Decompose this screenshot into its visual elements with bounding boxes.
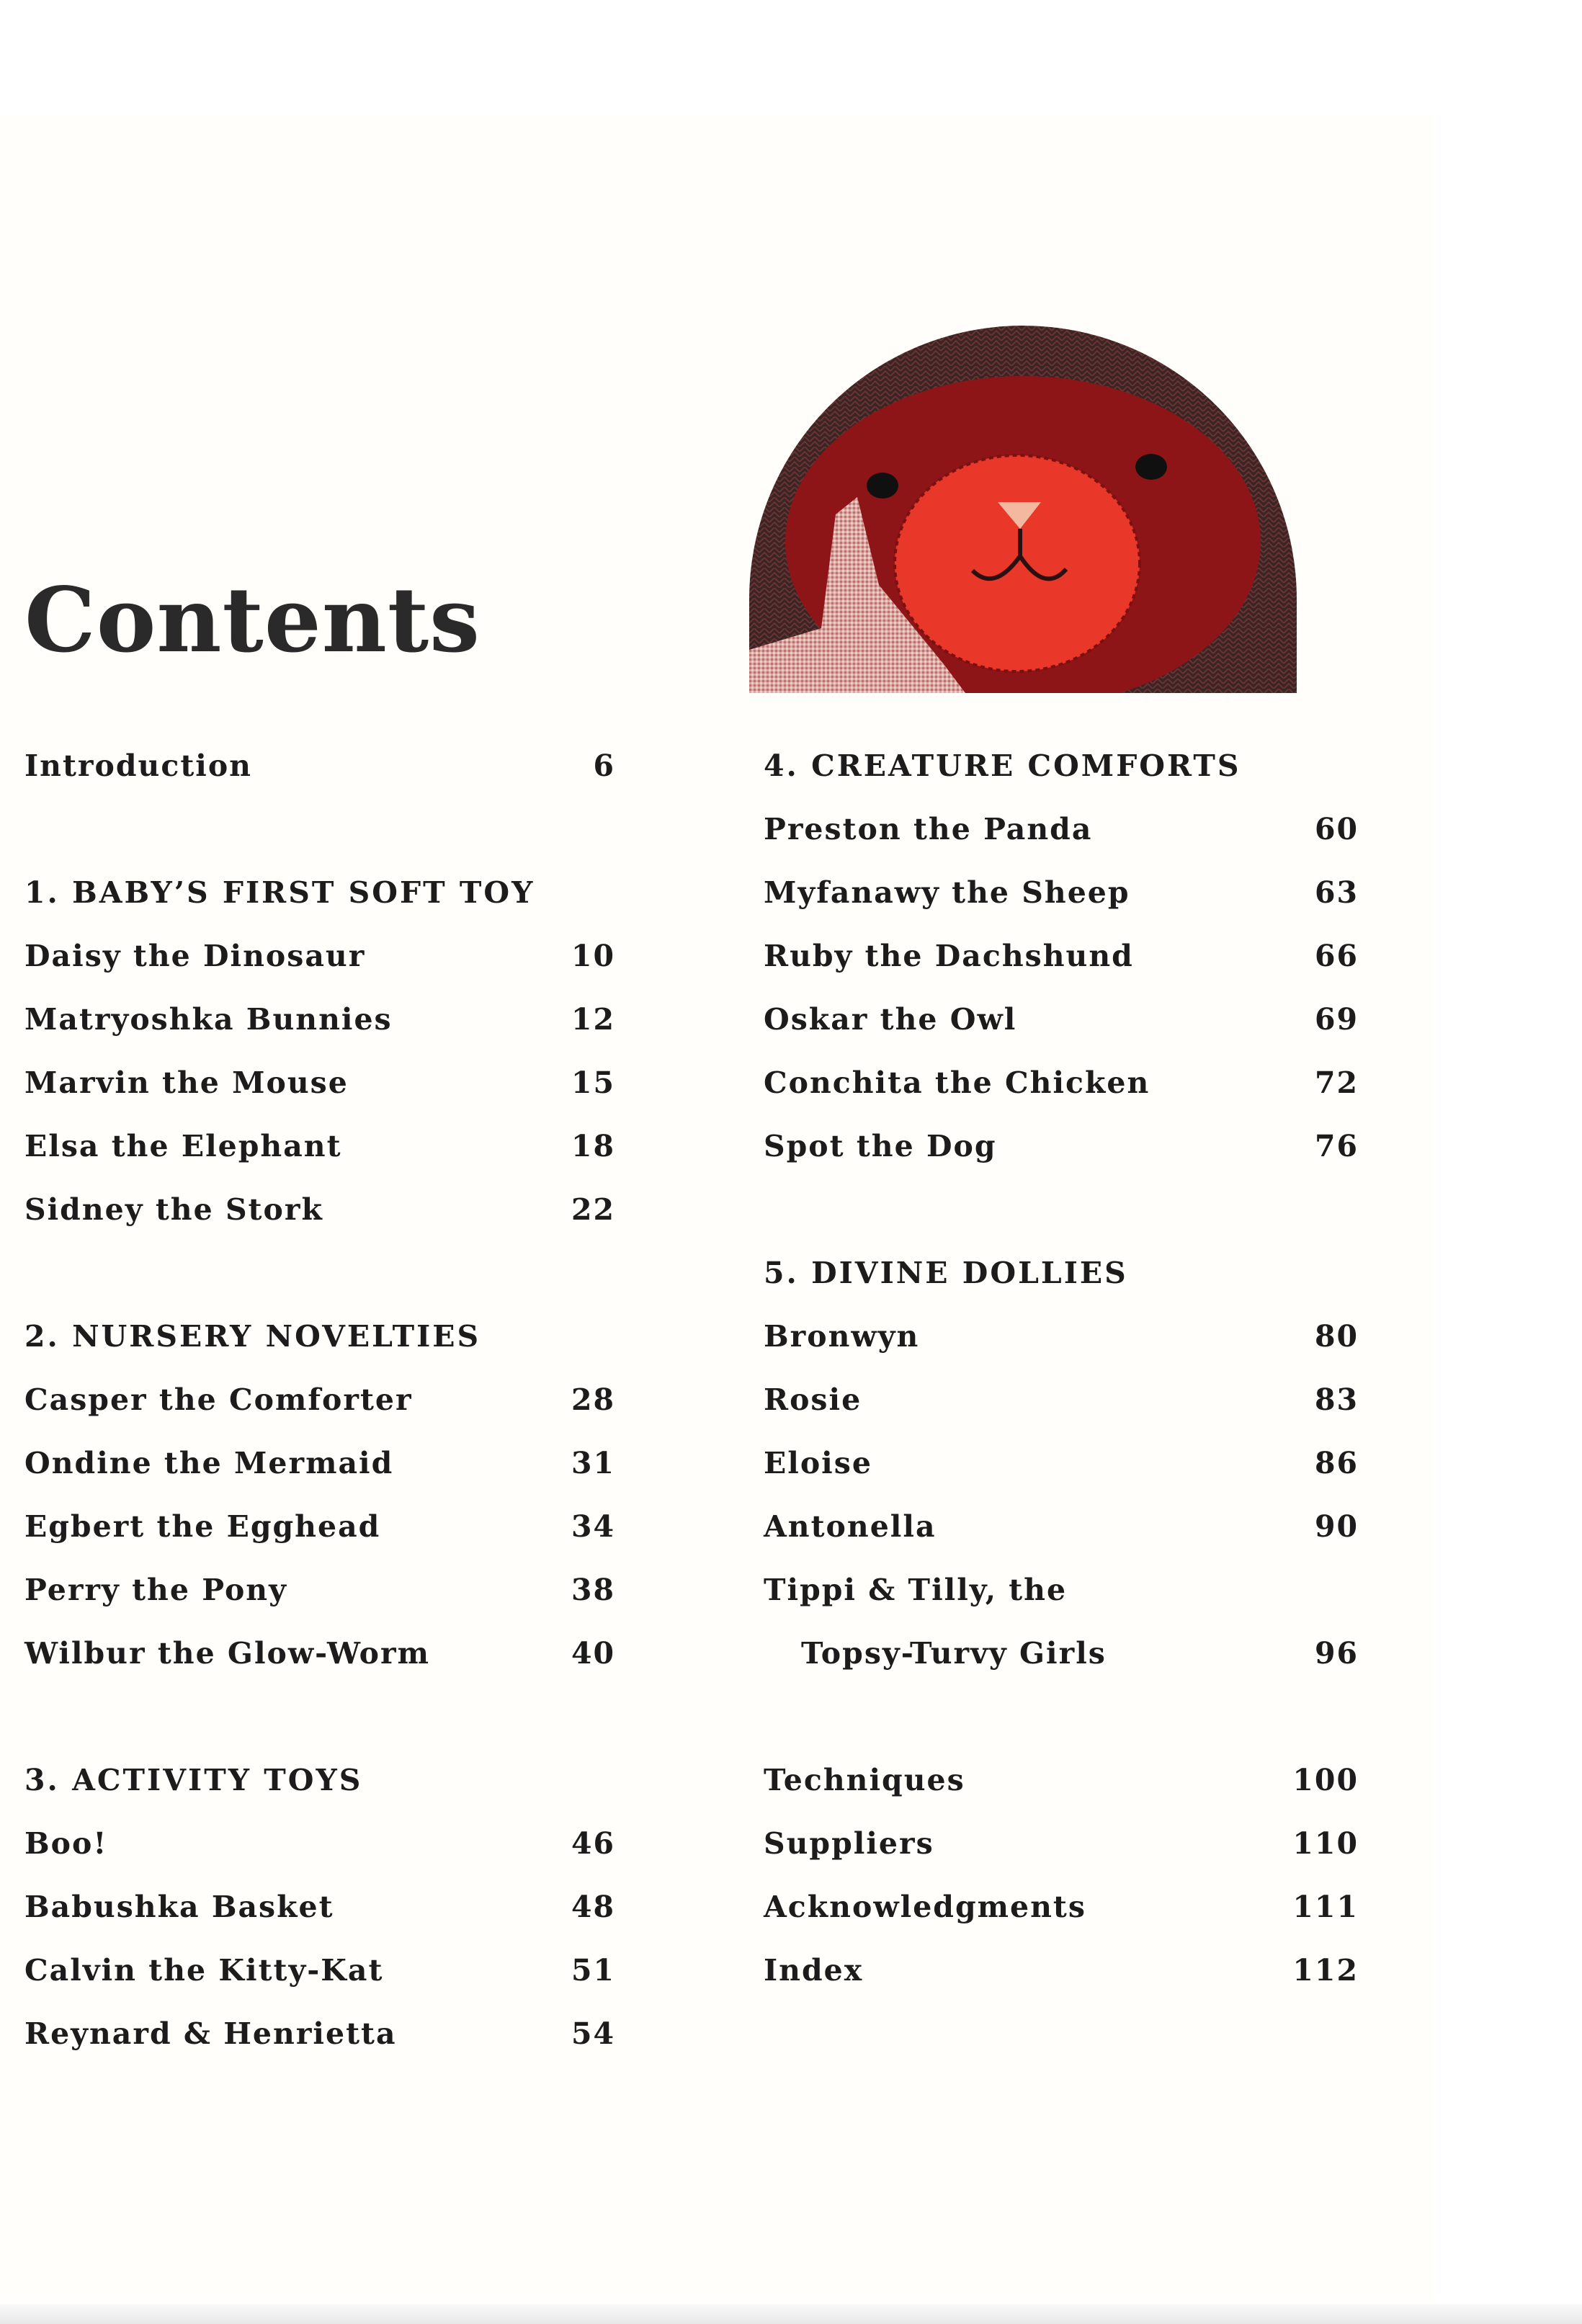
entry-page-number: 63 — [1314, 875, 1359, 910]
entry-page-number: 86 — [1314, 1446, 1359, 1480]
book-page — [0, 115, 1434, 2305]
entry-page-number: 83 — [1314, 1382, 1359, 1417]
spacer — [24, 814, 615, 877]
entry-title: Matryoshka Bunnies — [24, 1002, 393, 1037]
entry-title: Eloise — [764, 1446, 872, 1480]
contents-entry — [24, 941, 615, 1004]
entry-title: Daisy the Dinosaur — [24, 939, 366, 973]
entry-title: Myfanawy the Sheep — [764, 875, 1130, 910]
entry-title: 1. BABY’S FIRST SOFT TOY — [24, 875, 535, 910]
entry-title: Casper the Comforter — [24, 1382, 413, 1417]
section-heading — [24, 877, 615, 941]
section-heading — [24, 1321, 615, 1385]
entry-title: Preston the Panda — [764, 812, 1093, 846]
spacer — [764, 1702, 1359, 1765]
contents-entry — [24, 1194, 615, 1258]
entry-page-number: 69 — [1314, 1002, 1359, 1037]
contents-entry — [24, 1065, 615, 1131]
contents-entry — [24, 1892, 615, 1955]
entry-title: Bronwyn — [764, 1319, 920, 1354]
entry-page-number: 48 — [571, 1890, 615, 1924]
entry-page-number: 12 — [571, 1002, 615, 1037]
contents-entry — [764, 1765, 1359, 1828]
bear-face-illustration — [749, 326, 1297, 693]
entry-page-number: 72 — [1314, 1065, 1359, 1100]
contents-entry — [764, 814, 1359, 877]
entry-page-number: 80 — [1314, 1319, 1359, 1354]
entry-title: Spot the Dog — [764, 1129, 997, 1163]
entry-title: Introduction — [24, 748, 252, 783]
entry-page-number: 54 — [571, 2016, 615, 2051]
page-title: Contents — [24, 568, 481, 673]
entry-title: 2. NURSERY NOVELTIES — [24, 1319, 481, 1354]
contents-entry — [24, 1131, 615, 1194]
entry-title: Acknowledgments — [764, 1890, 1086, 1924]
entry-page-number: 34 — [571, 1509, 615, 1544]
contents-entry — [764, 1448, 1359, 1511]
entry-title: Sidney the Stork — [24, 1192, 323, 1227]
scan-edge — [0, 2304, 1582, 2324]
entry-page-number: 90 — [1314, 1509, 1359, 1544]
contents-entry — [24, 1575, 615, 1638]
entry-title: Ondine the Mermaid — [24, 1446, 394, 1480]
contents-entry — [764, 877, 1359, 941]
spacer — [24, 1702, 615, 1765]
contents-entry — [764, 1828, 1359, 1892]
entry-page-number: 18 — [571, 1129, 615, 1163]
entry-page-number: 60 — [1314, 812, 1359, 846]
entry-title: Rosie — [764, 1382, 862, 1417]
contents-entry — [24, 1382, 615, 1448]
spacer — [764, 1194, 1359, 1258]
entry-page-number: 66 — [1314, 939, 1359, 973]
entry-page-number: 15 — [571, 1065, 615, 1100]
entry-title: Index — [764, 1953, 864, 1988]
contents-entry — [764, 1575, 1359, 1638]
contents-entry — [764, 1382, 1359, 1448]
spacer — [24, 1258, 615, 1321]
contents-entry — [764, 1004, 1359, 1068]
entry-title: Ruby the Dachshund — [764, 939, 1134, 973]
contents-column-left — [24, 748, 615, 2082]
contents-entry — [764, 1065, 1359, 1131]
entry-page-number: 6 — [593, 748, 615, 783]
section-heading — [764, 748, 1359, 814]
contents-entry — [24, 1448, 615, 1511]
entry-page-number: 111 — [1292, 1890, 1359, 1924]
contents-entry — [764, 1131, 1359, 1194]
contents-entry — [24, 1955, 615, 2019]
entry-title: Boo! — [24, 1826, 108, 1861]
entry-title: Babushka Basket — [24, 1890, 334, 1924]
entry-title: Egbert the Egghead — [24, 1509, 381, 1544]
entry-title: 3. ACTIVITY TOYS — [24, 1763, 363, 1797]
entry-title: Suppliers — [764, 1826, 934, 1861]
contents-entry — [764, 1321, 1359, 1385]
entry-page-number: 28 — [571, 1382, 615, 1417]
entry-page-number: 100 — [1292, 1763, 1359, 1797]
contents-column-right — [764, 748, 1359, 2019]
entry-title: Tippi & Tilly, the — [764, 1573, 1068, 1607]
entry-title: Elsa the Elephant — [24, 1129, 342, 1163]
entry-title: Topsy-Turvy Girls — [801, 1636, 1107, 1671]
entry-title: Oskar the Owl — [764, 1002, 1017, 1037]
contents-entry — [764, 1892, 1359, 1955]
contents-entry — [24, 1004, 615, 1068]
contents-entry — [764, 1511, 1359, 1575]
section-heading — [764, 1258, 1359, 1321]
entry-title: Conchita the Chicken — [764, 1065, 1150, 1100]
entry-page-number: 112 — [1292, 1953, 1359, 1988]
contents-entry — [764, 1638, 1359, 1702]
entry-title: 5. DIVINE DOLLIES — [764, 1256, 1128, 1290]
entry-page-number: 38 — [571, 1573, 615, 1607]
contents-entry — [24, 1638, 615, 1702]
entry-title: Perry the Pony — [24, 1573, 287, 1607]
contents-entry — [764, 941, 1359, 1004]
entry-page-number: 22 — [571, 1192, 615, 1227]
entry-title: 4. CREATURE COMFORTS — [764, 748, 1241, 783]
entry-title: Calvin the Kitty-Kat — [24, 1953, 384, 1988]
contents-entry — [24, 748, 615, 814]
contents-entry — [24, 1511, 615, 1575]
entry-page-number: 40 — [571, 1636, 615, 1671]
contents-entry — [24, 1828, 615, 1892]
contents-entry — [24, 2016, 615, 2082]
entry-title: Wilbur the Glow-Worm — [24, 1636, 430, 1671]
entry-title: Marvin the Mouse — [24, 1065, 349, 1100]
entry-title: Techniques — [764, 1763, 965, 1797]
entry-page-number: 46 — [571, 1826, 615, 1861]
contents-entry — [764, 1955, 1359, 2019]
entry-page-number: 110 — [1292, 1826, 1359, 1861]
entry-title: Reynard & Henrietta — [24, 2016, 397, 2051]
entry-page-number: 76 — [1314, 1129, 1359, 1163]
entry-page-number: 96 — [1314, 1636, 1359, 1671]
entry-page-number: 10 — [571, 939, 615, 973]
entry-page-number: 51 — [571, 1953, 615, 1988]
entry-page-number: 31 — [571, 1446, 615, 1480]
section-heading — [24, 1765, 615, 1828]
entry-title: Antonella — [764, 1509, 937, 1544]
